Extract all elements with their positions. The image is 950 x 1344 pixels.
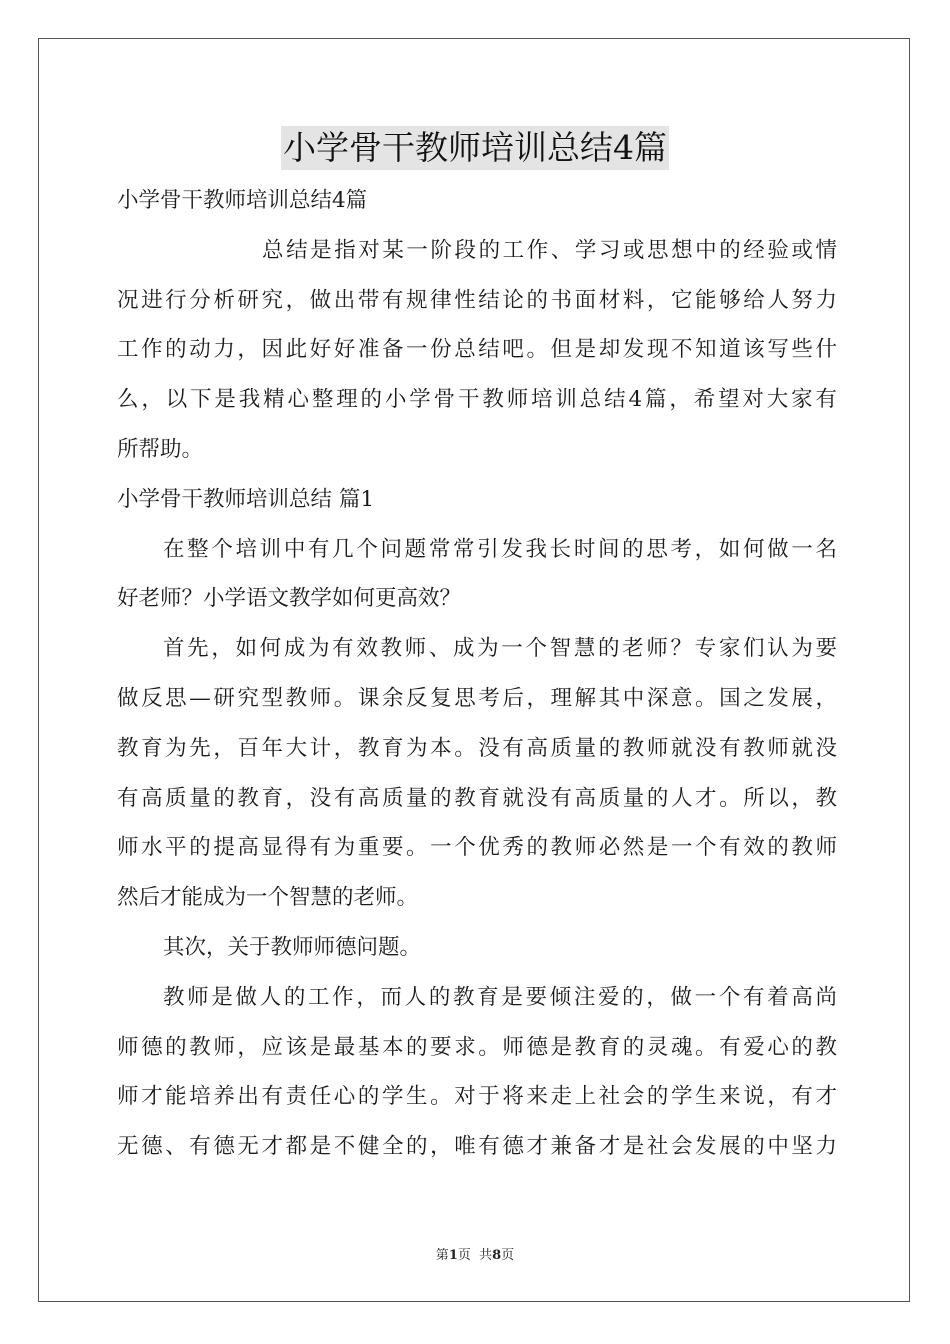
paragraph-line: 况进行分析研究，做出带有规律性结论的书面材料，它能够给人努力 <box>117 287 837 313</box>
document-body <box>117 176 837 1172</box>
paragraph-line: 师水平的提高显得有为重要。一个优秀的教师必然是一个有效的教师 <box>117 835 837 861</box>
paragraph-line: 么，以下是我精心整理的小学骨干教师培训总结4篇，希望对大家有 <box>117 387 837 413</box>
paragraph-line: 教师是做人的工作，而人的教育是要倾注爱的，做一个有着高尚 <box>163 984 837 1010</box>
paragraph-line: 在整个培训中有几个问题常常引发我长时间的思考，如何做一名 <box>163 536 837 562</box>
footer-page-prefix: 第 <box>435 1248 449 1263</box>
paragraph-line: 师德的教师，应该是最基本的要求。师德是教育的灵魂。有爱心的教 <box>117 1034 837 1060</box>
paragraph-line: 好老师？小学语文教学如何更高效？ <box>117 586 462 612</box>
paragraph-line: 教育为先，百年大计，教育为本。没有高质量的教师就没有教师就没 <box>117 735 837 761</box>
subtitle-line: 小学骨干教师培训总结4篇 <box>117 188 368 213</box>
page-footer <box>0 1244 950 1263</box>
footer-page-mid: 页 共 <box>457 1248 493 1263</box>
paragraph-line: 有高质量的教育，没有高质量的教育就没有高质量的人才。所以，教 <box>117 785 837 811</box>
paragraph-line: 总结是指对某一阶段的工作、学习或思想中的经验或情 <box>262 237 837 263</box>
footer-page-number: 1 <box>448 1248 458 1263</box>
title-wrap <box>0 126 950 170</box>
paragraph-line: 无德、有德无才都是不健全的，唯有德才兼备才是社会发展的中坚力 <box>117 1134 837 1160</box>
document-title: 小学骨干教师培训总结4篇 <box>281 126 669 170</box>
section-heading: 小学骨干教师培训总结 篇1 <box>117 486 375 512</box>
paragraph-line: 所帮助。 <box>117 436 204 462</box>
paragraph-line: 首先，如何成为有效教师、成为一个智慧的老师？专家们认为要 <box>163 636 837 662</box>
footer-page-suffix: 页 <box>501 1248 515 1263</box>
paragraph-line: 然后才能成为一个智慧的老师。 <box>117 885 419 911</box>
paragraph-line: 做反思—研究型教师。课余反复思考后，理解其中深意。国之发展， <box>117 685 837 711</box>
paragraph-line: 其次，关于教师师德问题。 <box>163 934 422 960</box>
footer-page-total: 8 <box>492 1248 502 1263</box>
paragraph-line: 工作的动力，因此好好准备一份总结吧。但是却发现不知道该写些什 <box>117 337 837 363</box>
paragraph-line: 师才能培养出有责任心的学生。对于将来走上社会的学生来说，有才 <box>117 1084 837 1110</box>
